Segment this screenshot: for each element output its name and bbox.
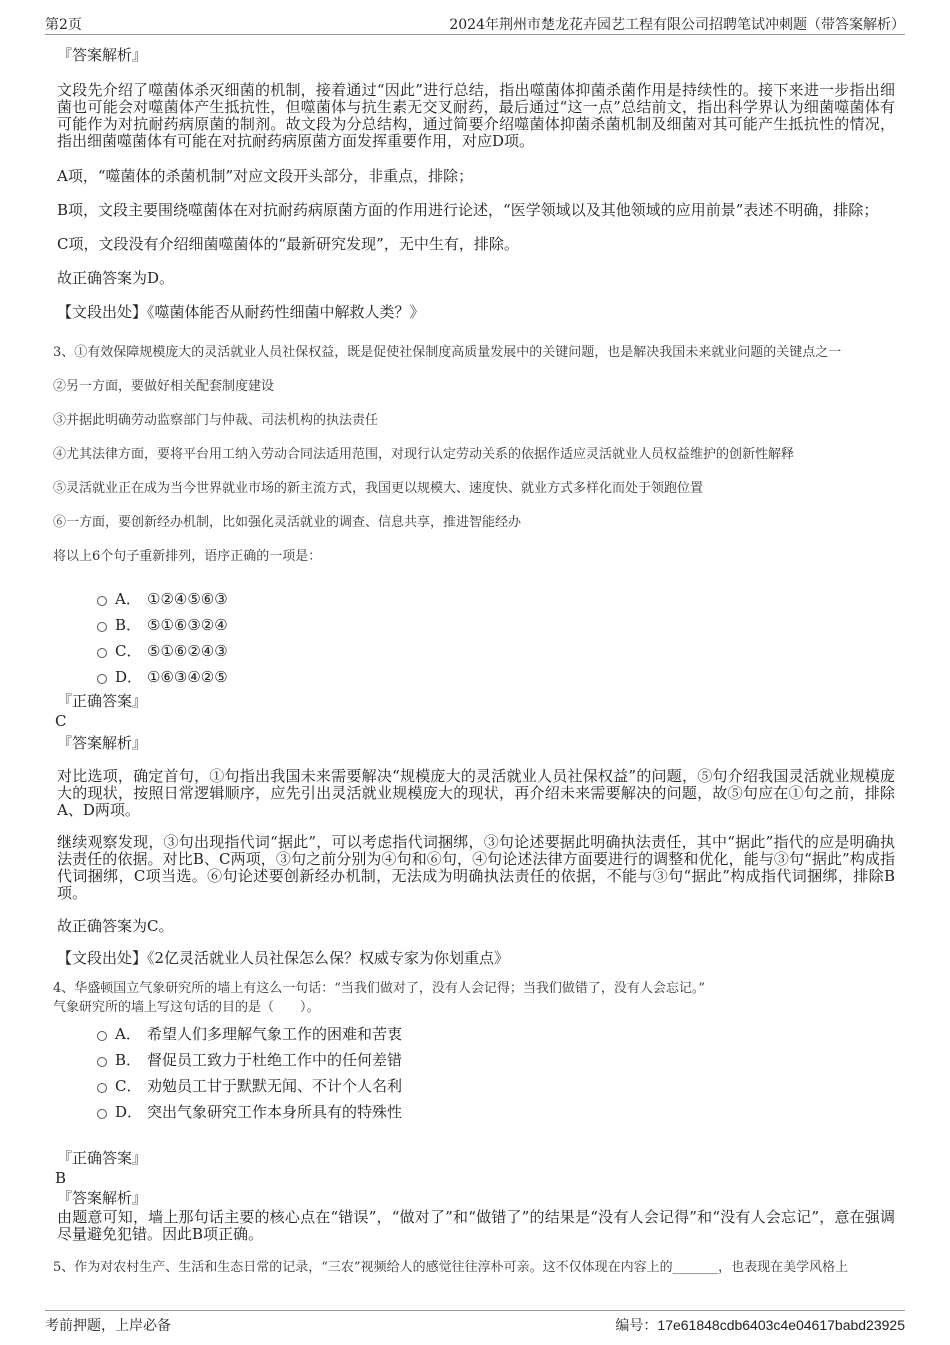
q3-option-d[interactable]: D． ①⑥③④②⑤ [57, 664, 895, 690]
q3-option-b[interactable]: B． ⑤①⑥③②④ [57, 612, 895, 638]
q3-analysis-para: 对比选项，确定首句，①句指出我国未来需要解决“规模庞大的灵活就业人员社保权益”的问题，⑤句介绍我国灵活就业规模庞大的现状，按照日常逻辑顺序，应先引出灵活就业规模庞大的现状，再介绍未来需要解决的问题，故⑤句应在①句之前，排除A、D两项。 [57, 767, 895, 819]
q2-analysis-para: A项，“噬菌体的杀菌机制”对应文段开头部分，非重点，排除； [57, 167, 474, 185]
q4-option-a[interactable]: A． 希望人们多理解气象工作的困难和苦衷 [57, 1021, 895, 1047]
document-code [615, 1315, 905, 1335]
q4-option-c[interactable]: C． 劝勉员工甘于默默无闻、不计个人名利 [57, 1073, 895, 1099]
q4-answer: B [55, 1169, 67, 1187]
page-content [53, 40, 895, 1277]
q2-source: 【文段出处】《噬菌体能否从耐药性细菌中解救人类？》 [57, 303, 425, 321]
document-title: 2024年荆州市楚龙花卉园艺工程有限公司招聘笔试冲刺题（带答案解析） [449, 17, 905, 33]
footer-slogan: 考前押题，上岸必备 [45, 1318, 171, 1334]
q3-sentence: ③并据此明确劳动监察部门与仲裁、司法机构的执法责任 [53, 413, 379, 428]
q2-analysis-para: B项，文段主要围绕噬菌体在对抗耐药病原菌方面的作用进行论述，“医学领域以及其他领域的应用前景”表述不明确，排除； [57, 201, 879, 219]
q3-answer-label: 『正确答案』 [57, 692, 148, 710]
radio-button[interactable] [97, 1031, 107, 1041]
radio-button[interactable] [97, 1057, 107, 1067]
q4-analysis-label: 『答案解析』 [57, 1189, 148, 1207]
q4-option-b[interactable]: B． 督促员工致力于杜绝工作中的任何差错 [57, 1047, 895, 1073]
radio-button[interactable] [97, 596, 107, 606]
radio-button[interactable] [97, 622, 107, 632]
radio-button[interactable] [97, 674, 107, 684]
q3-source: 【文段出处】《2亿灵活就业人员社保怎么保？权威专家为你划重点》 [57, 949, 510, 967]
q3-option-a[interactable]: A． ①②④⑤⑥③ [57, 586, 895, 612]
q4-stem: 气象研究所的墙上写这句话的目的是（ ）。 [53, 1000, 320, 1015]
q3-sentence: ⑥一方面，要创新经办机制，比如强化灵活就业的调查、信息共享，推进智能经办 [53, 515, 522, 530]
q3-option-c[interactable]: C． ⑤①⑥②④③ [57, 638, 895, 664]
q3-sentence: ④尤其法律方面，要将平台用工纳入劳动合同法适用范围，对现行认定劳动关系的依据作适应灵活就业人员权益维护的创新性解释 [53, 447, 795, 462]
q3-sentence: ⑤灵活就业正在成为当今世界就业市场的新主流方式，我国更以规模大、速度快、就业方式多样化而处于领跑位置 [53, 481, 704, 496]
q2-analysis-label: 『答案解析』 [57, 46, 148, 64]
radio-button[interactable] [97, 1109, 107, 1119]
radio-button[interactable] [97, 1083, 107, 1093]
q2-conclusion: 故正确答案为D。 [57, 269, 175, 287]
q3-prompt: 将以上6个句子重新排列，语序正确的一项是： [53, 549, 322, 564]
q3-analysis-label: 『答案解析』 [57, 734, 148, 752]
radio-button[interactable] [97, 648, 107, 658]
q4-option-d[interactable]: D． 突出气象研究工作本身所具有的特殊性 [57, 1099, 895, 1125]
q3-answer: C [55, 712, 67, 730]
q4-stem: 4、华盛顿国立气象研究所的墙上有这么一句话：“当我们做对了，没有人会记得；当我们做错了，没有人会忘记。” [53, 981, 706, 996]
question-3 [53, 344, 895, 566]
code-value: 17e61848cdb6403c4e04617babd23925 [657, 1317, 905, 1333]
q4-options [57, 1021, 895, 1125]
q2-analysis-para: 文段先介绍了噬菌体杀灭细菌的机制，接着通过“因此”进行总结，指出噬菌体抑菌杀菌作用是持续性的。接下来进一步指出细菌也可能会对噬菌体产生抵抗性，但噬菌体与抗生素无交叉耐药，最后通过“这一点”总结前文，指出科学界认为细菌噬菌体有可能作为对抗耐药病原菌的制剂。故文段为分总结构，通过简要介绍噬菌体抑菌杀菌机制及细菌对其可能产生抵抗性的情况，指出细菌噬菌体有可能在对抗耐药病原菌方面发挥重要作用，对应D项。 [57, 81, 895, 150]
q3-sentence: ②另一方面，要做好相关配套制度建设 [53, 379, 275, 394]
page-number: 第2页 [45, 17, 82, 33]
q4-analysis: 由题意可知，墙上那句话主要的核心点在“错误”，“做对了”和“做错了”的结果是“没有人会记得”和“没有人会忘记”，意在强调尽量避免犯错。因此B项正确。 [57, 1208, 895, 1243]
q3-options [57, 586, 895, 690]
page-header [45, 12, 905, 35]
q3-conclusion: 故正确答案为C。 [57, 917, 174, 935]
q5-stem: 5、作为对农村生产、生活和生态日常的记录，“三农”视频给人的感觉往往淳朴可亲。这不仅体现在内容上的_______，也表现在美学风格上 [53, 1260, 849, 1275]
page-footer [45, 1310, 905, 1337]
q3-analysis-para: 继续观察发现，③句出现指代词“据此”，可以考虑指代词捆绑，③句论述要据此明确执法责任，其中“据此”指代的应是明确执法责任的依据。对比B、C两项，③句之前分别为④句和⑥句，④句论述法律方面要进行的调整和优化，能与③句“据此”构成指代词捆绑，C项当选。⑥句论述要创新经办机制，无法成为明确执法责任的依据，不能与③句“据此”构成指代词捆绑，排除B项。 [57, 833, 895, 902]
question-4 [53, 980, 895, 1017]
q2-analysis-para: C项，文段没有介绍细菌噬菌体的“最新研究发现”，无中生有，排除。 [57, 235, 519, 253]
code-label: 编号： [615, 1318, 658, 1334]
q3-sentence: 3、①有效保障规模庞大的灵活就业人员社保权益，既是促使社保制度高质量发展中的关键问题，也是解决我国未来就业问题的关键点之一 [53, 345, 842, 360]
q4-answer-label: 『正确答案』 [57, 1149, 148, 1167]
